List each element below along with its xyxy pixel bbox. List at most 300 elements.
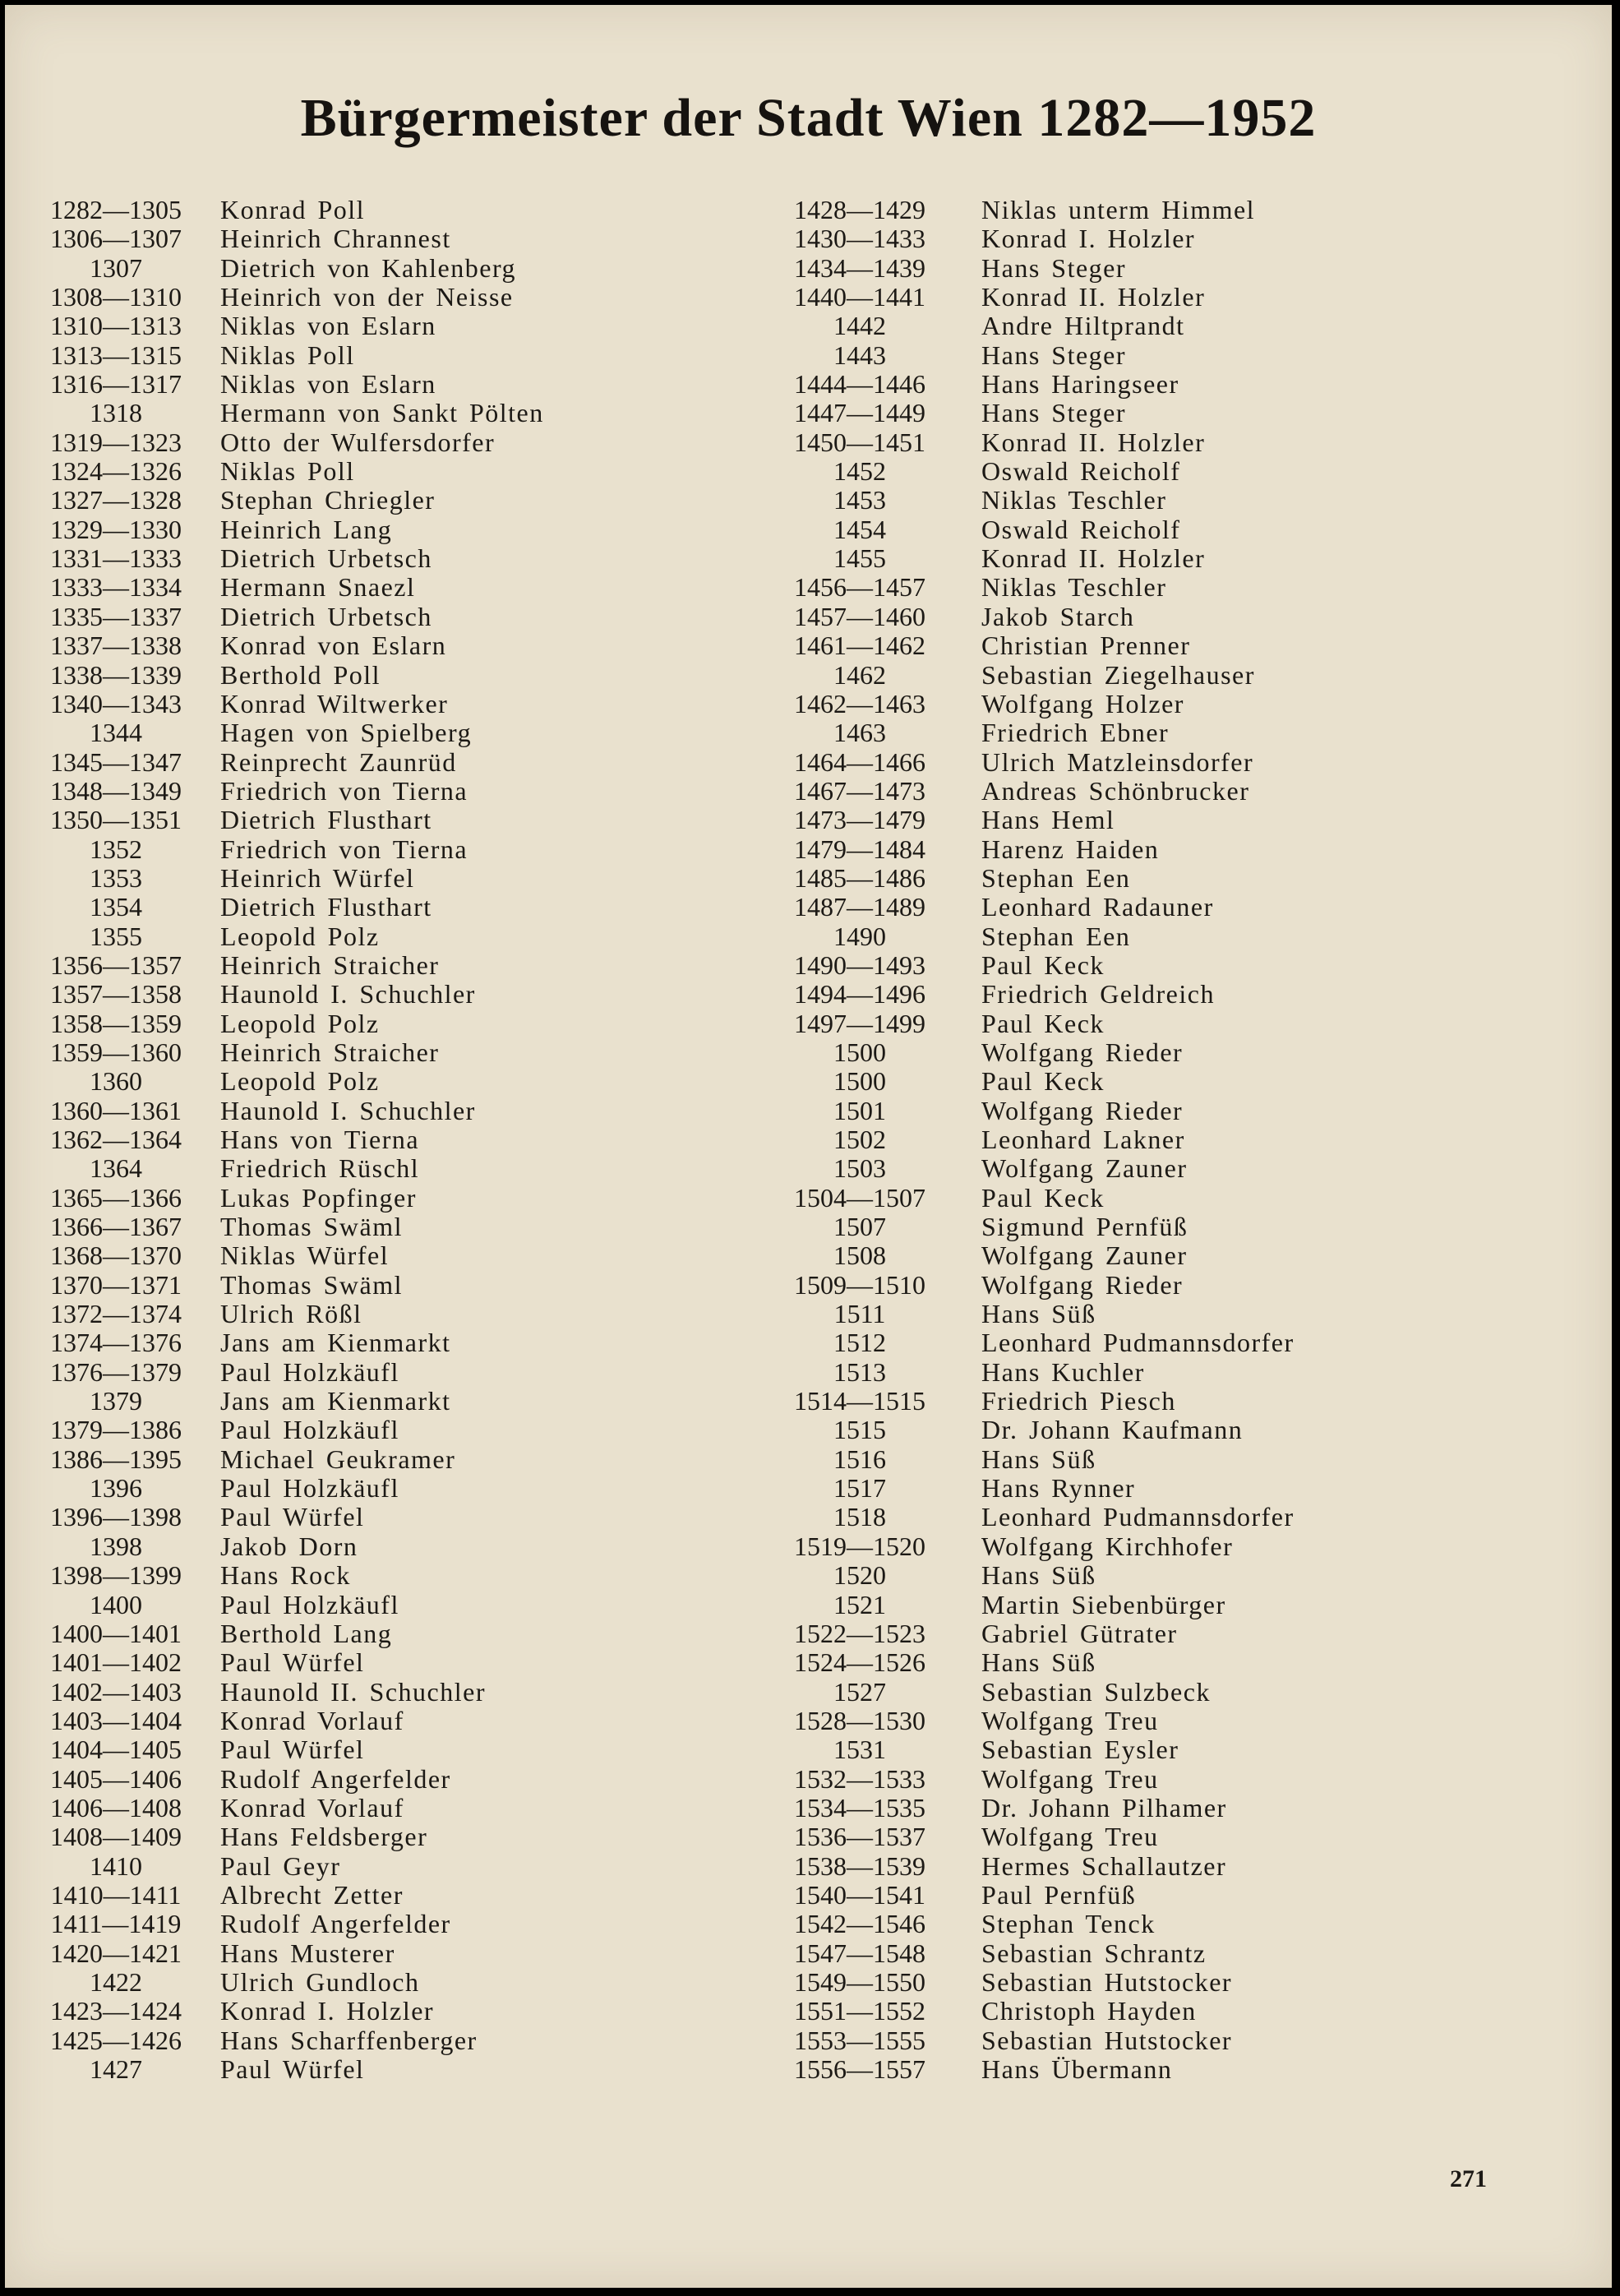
mayor-entry — [38, 893, 761, 922]
term-years: 1428—1429 — [794, 195, 925, 224]
mayor-name: Leopold Polz — [220, 921, 380, 951]
term-years: 1507 — [833, 1212, 886, 1242]
mayor-entry — [769, 922, 1591, 951]
term-years: 1338—1339 — [50, 659, 182, 690]
term-years: 1551—1552 — [794, 1996, 925, 2026]
mayor-entry — [38, 951, 761, 980]
term-years: 1335—1337 — [50, 601, 182, 631]
term-years: 1400 — [90, 1589, 142, 1619]
mayor-entry — [38, 1648, 761, 1677]
term-years: 1549—1550 — [794, 1966, 925, 1997]
mayor-entry — [38, 1474, 761, 1503]
term-years: 1333—1334 — [50, 572, 182, 603]
mayor-name: Ulrich Rößl — [220, 1299, 362, 1329]
term-years: 1556—1557 — [794, 2054, 925, 2084]
term-years: 1408—1409 — [50, 1822, 182, 1852]
mayor-name: Leonhard Pudmannsdorfer — [981, 1502, 1295, 1532]
mayor-name: Leopold Polz — [220, 1008, 380, 1038]
term-years: 1490—1493 — [794, 949, 925, 980]
term-years: 1452 — [833, 456, 886, 487]
mayor-entry — [769, 690, 1591, 718]
mayor-name: Paul Würfel — [220, 2054, 365, 2084]
term-years: 1313—1315 — [50, 340, 182, 370]
term-years: 1462—1463 — [794, 688, 925, 718]
mayor-entry — [38, 457, 761, 486]
mayor-name: Hans Süß — [981, 1299, 1096, 1329]
term-years: 1497—1499 — [794, 1008, 925, 1038]
term-years: 1404—1405 — [50, 1735, 182, 1765]
term-years: 1310—1313 — [50, 311, 182, 341]
term-years: 1366—1367 — [50, 1212, 182, 1242]
mayor-name: Paul Holzkäufl — [220, 1415, 399, 1445]
mayor-name: Paul Würfel — [220, 1647, 365, 1678]
term-years: 1411—1419 — [50, 1909, 182, 1939]
term-years: 1518 — [833, 1502, 886, 1532]
mayor-entry — [769, 1445, 1591, 1474]
mayor-name: Jans am Kienmarkt — [220, 1386, 451, 1416]
mayor-name: Konrad I. Holzler — [981, 224, 1196, 254]
term-years: 1450—1451 — [794, 427, 925, 457]
mayor-entry — [769, 196, 1591, 224]
mayor-name: Paul Holzkäufl — [220, 1473, 399, 1504]
term-years: 1396—1398 — [50, 1502, 182, 1532]
term-years: 1422 — [90, 1966, 142, 1997]
mayor-name: Paul Würfel — [220, 1502, 365, 1532]
mayor-name: Konrad II. Holzler — [981, 282, 1206, 312]
mayor-name: Stephan Een — [981, 862, 1131, 893]
mayor-name: Niklas Poll — [220, 456, 355, 487]
mayor-entry — [769, 224, 1591, 253]
mayor-name: Niklas Würfel — [220, 1240, 390, 1271]
mayor-name: Friedrich von Tierna — [220, 834, 468, 864]
mayor-entry — [769, 428, 1591, 457]
term-years: 1479—1484 — [794, 834, 925, 864]
mayor-entry — [769, 283, 1591, 312]
term-years: 1473—1479 — [794, 805, 925, 835]
mayor-entry — [38, 980, 761, 1009]
mayor-name: Hans Scharffenberger — [220, 2025, 478, 2055]
mayor-entry — [769, 1097, 1591, 1125]
mayor-name: Niklas Teschler — [981, 572, 1167, 603]
mayor-entry — [769, 1416, 1591, 1444]
term-years: 1374—1376 — [50, 1328, 182, 1358]
term-years: 1354 — [90, 892, 142, 922]
term-years: 1327—1328 — [50, 485, 182, 515]
mayor-entry — [38, 1910, 761, 1938]
mayor-entry — [769, 806, 1591, 834]
mayor-entry — [38, 1213, 761, 1241]
term-years: 1461—1462 — [794, 631, 925, 661]
mayor-entry — [769, 1910, 1591, 1938]
term-years: 1528—1530 — [794, 1705, 925, 1735]
mayor-name: Christian Prenner — [981, 631, 1191, 661]
mayor-name: Stephan Tenck — [981, 1909, 1156, 1939]
mayor-name: Heinrich Würfel — [220, 862, 415, 893]
mayor-name: Dietrich Flusthart — [220, 892, 432, 922]
mayor-name: Niklas unterm Himmel — [981, 195, 1256, 224]
mayor-name: Heinrich Straicher — [220, 949, 440, 980]
mayor-name: Wolfgang Rieder — [981, 1037, 1184, 1067]
mayor-entry — [38, 631, 761, 660]
mayor-entry — [38, 1154, 761, 1183]
mayor-name: Heinrich Straicher — [220, 1037, 440, 1067]
mayor-name: Rudolf Angerfelder — [220, 1763, 451, 1794]
mayor-name: Paul Pernfüß — [981, 1879, 1137, 1910]
term-years: 1306—1307 — [50, 224, 182, 254]
mayor-name: Hans Süß — [981, 1560, 1096, 1591]
mayor-entry — [38, 1619, 761, 1648]
mayor-entry — [769, 573, 1591, 602]
mayor-entry — [38, 1735, 761, 1764]
term-years: 1442 — [833, 311, 886, 341]
term-years: 1467—1473 — [794, 775, 925, 806]
mayor-name: Niklas von Eslarn — [220, 311, 436, 341]
mayor-name: Heinrich Chrannest — [220, 224, 451, 254]
mayor-name: Haunold I. Schuchler — [220, 1095, 476, 1125]
mayor-name: Friedrich Piesch — [981, 1386, 1176, 1416]
term-years: 1513 — [833, 1356, 886, 1387]
mayor-name: Paul Geyr — [220, 1850, 341, 1881]
mayor-name: Paul Würfel — [220, 1735, 365, 1765]
mayor-entry — [769, 1328, 1591, 1357]
term-years: 1410 — [90, 1850, 142, 1881]
mayor-entry — [38, 1125, 761, 1154]
mayor-name: Lukas Popfinger — [220, 1182, 417, 1213]
mayor-name: Sebastian Schrantz — [981, 1938, 1207, 1968]
mayor-name: Sigmund Pernfüß — [981, 1212, 1188, 1242]
term-years: 1455 — [833, 543, 886, 574]
mayor-entry — [769, 1503, 1591, 1531]
mayor-name: Andreas Schönbrucker — [981, 775, 1250, 806]
mayor-name: Sebastian Sulzbeck — [981, 1676, 1211, 1707]
term-years: 1487—1489 — [794, 892, 925, 922]
mayor-name: Konrad von Eslarn — [220, 631, 447, 661]
mayor-list-left — [38, 196, 761, 2084]
mayor-entry — [769, 1678, 1591, 1707]
mayor-name: Ulrich Gundloch — [220, 1966, 420, 1997]
mayor-entry — [38, 2026, 761, 2055]
term-years: 1420—1421 — [50, 1938, 182, 1968]
term-years: 1434—1439 — [794, 252, 925, 283]
term-years: 1531 — [833, 1735, 886, 1765]
mayor-name: Dietrich von Kahlenberg — [220, 252, 517, 283]
term-years: 1386—1395 — [50, 1444, 182, 1474]
mayor-name: Reinprecht Zaunrüd — [220, 746, 457, 777]
mayor-entry — [769, 1591, 1591, 1619]
mayor-name: Dietrich Urbetsch — [220, 601, 432, 631]
term-years: 1509—1510 — [794, 1269, 925, 1300]
mayor-name: Sebastian Hutstocker — [981, 2025, 1233, 2055]
mayor-name: Thomas Swäml — [220, 1212, 403, 1242]
mayor-name: Hans von Tierna — [220, 1125, 420, 1154]
mayor-name: Leonhard Radauner — [981, 892, 1214, 922]
mayor-entry — [769, 1619, 1591, 1648]
mayor-entry — [38, 1416, 761, 1444]
term-years: 1532—1533 — [794, 1763, 925, 1794]
term-years: 1350—1351 — [50, 805, 182, 835]
mayor-entry — [769, 1474, 1591, 1503]
term-years: 1356—1357 — [50, 949, 182, 980]
term-years: 1340—1343 — [50, 688, 182, 718]
term-years: 1453 — [833, 485, 886, 515]
term-years: 1353 — [90, 862, 142, 893]
mayor-entry — [769, 399, 1591, 427]
term-years: 1368—1370 — [50, 1240, 182, 1271]
term-years: 1456—1457 — [794, 572, 925, 603]
term-years: 1520 — [833, 1560, 886, 1591]
mayor-name: Gabriel Gütrater — [981, 1618, 1178, 1648]
mayor-entry — [38, 1271, 761, 1300]
mayor-entry — [38, 1678, 761, 1707]
mayor-name: Paul Holzkäufl — [220, 1589, 399, 1619]
mayor-entry — [38, 1968, 761, 1997]
mayor-entry — [769, 1067, 1591, 1096]
term-years: 1514—1515 — [794, 1386, 925, 1416]
mayor-list-right — [769, 196, 1591, 2084]
mayor-name: Harenz Haiden — [981, 834, 1160, 864]
term-years: 1406—1408 — [50, 1792, 182, 1822]
mayor-name: Paul Keck — [981, 1008, 1105, 1038]
mayor-entry — [38, 806, 761, 834]
term-years: 1508 — [833, 1240, 886, 1271]
mayor-entry — [38, 1765, 761, 1794]
term-years: 1364 — [90, 1153, 142, 1184]
mayor-entry — [769, 1387, 1591, 1416]
mayor-entry — [38, 399, 761, 427]
term-years: 1398 — [90, 1531, 142, 1561]
term-years: 1454 — [833, 514, 886, 544]
mayor-name: Berthold Lang — [220, 1618, 393, 1648]
mayor-name: Hans Süß — [981, 1647, 1096, 1678]
mayor-entry — [769, 1997, 1591, 2026]
mayor-entry — [38, 341, 761, 370]
term-years: 1324—1326 — [50, 456, 182, 487]
term-years: 1512 — [833, 1328, 886, 1358]
term-years: 1365—1366 — [50, 1182, 182, 1213]
term-years: 1345—1347 — [50, 746, 182, 777]
mayor-entry — [769, 2055, 1591, 2084]
mayor-name: Ulrich Matzleinsdorfer — [981, 746, 1254, 777]
mayor-entry — [38, 515, 761, 544]
mayor-entry — [38, 1038, 761, 1067]
mayor-name: Heinrich von der Neisse — [220, 282, 514, 312]
term-years: 1316—1317 — [50, 369, 182, 400]
term-years: 1440—1441 — [794, 282, 925, 312]
mayor-name: Friedrich Rüschl — [220, 1153, 420, 1184]
mayor-entry — [769, 1735, 1591, 1764]
term-years: 1402—1403 — [50, 1676, 182, 1707]
term-years: 1360 — [90, 1066, 142, 1097]
mayor-entry — [769, 718, 1591, 747]
term-years: 1485—1486 — [794, 862, 925, 893]
mayor-entry — [769, 951, 1591, 980]
mayor-name: Martin Siebenbürger — [981, 1589, 1226, 1619]
term-years: 1337—1338 — [50, 631, 182, 661]
term-years: 1318 — [90, 398, 142, 428]
mayor-name: Hans Rynner — [981, 1473, 1136, 1504]
term-years: 1516 — [833, 1444, 886, 1474]
mayor-name: Hans Übermann — [981, 2054, 1173, 2084]
term-years: 1400—1401 — [50, 1618, 182, 1648]
mayor-name: Jakob Dorn — [220, 1531, 358, 1561]
mayor-name: Wolfgang Kirchhofer — [981, 1531, 1234, 1561]
mayor-entry — [38, 196, 761, 224]
mayor-entry — [769, 1213, 1591, 1241]
mayor-name: Sebastian Hutstocker — [981, 1966, 1233, 1997]
mayor-entry — [38, 1097, 761, 1125]
mayor-name: Niklas von Eslarn — [220, 369, 436, 400]
mayor-name: Hans Süß — [981, 1444, 1096, 1474]
mayor-entry — [38, 748, 761, 777]
mayor-name: Dr. Johann Pilhamer — [981, 1792, 1227, 1822]
mayor-name: Hans Steger — [981, 340, 1127, 370]
page-number: 271 — [1450, 2165, 1487, 2192]
term-years: 1362—1364 — [50, 1125, 182, 1154]
mayor-name: Sebastian Eysler — [981, 1735, 1179, 1765]
mayor-name: Haunold I. Schuchler — [220, 979, 476, 1009]
term-years: 1376—1379 — [50, 1356, 182, 1387]
mayor-entry — [769, 893, 1591, 922]
mayor-entry — [769, 661, 1591, 690]
mayor-entry — [769, 312, 1591, 340]
term-years: 1410—1411 — [50, 1879, 182, 1910]
mayor-entry — [769, 1881, 1591, 1910]
term-years: 1425—1426 — [50, 2025, 182, 2055]
term-years: 1457—1460 — [794, 601, 925, 631]
mayor-entry — [38, 1939, 761, 1968]
mayor-name: Stephan Een — [981, 921, 1131, 951]
mayor-entry — [38, 1358, 761, 1387]
term-years: 1522—1523 — [794, 1618, 925, 1648]
mayor-name: Konrad Vorlauf — [220, 1705, 404, 1735]
mayor-name: Wolfgang Zauner — [981, 1240, 1188, 1271]
mayor-name: Dr. Johann Kaufmann — [981, 1415, 1244, 1445]
mayor-name: Niklas Teschler — [981, 485, 1167, 515]
term-years: 1490 — [833, 921, 886, 951]
term-years: 1359—1360 — [50, 1037, 182, 1067]
term-years: 1357—1358 — [50, 979, 182, 1009]
mayor-entry — [769, 1707, 1591, 1735]
mayor-name: Friedrich Ebner — [981, 718, 1170, 748]
mayor-name: Albrecht Zetter — [220, 1879, 404, 1910]
mayor-entry — [769, 1038, 1591, 1067]
mayor-name: Friedrich Geldreich — [981, 979, 1215, 1009]
term-years: 1462 — [833, 659, 886, 690]
term-years: 1360—1361 — [50, 1095, 182, 1125]
mayor-entry — [38, 1591, 761, 1619]
mayor-entry — [38, 1997, 761, 2026]
mayor-name: Konrad I. Holzler — [220, 1996, 435, 2026]
mayor-entry — [38, 1822, 761, 1851]
mayor-entry — [769, 1822, 1591, 1851]
mayor-entry — [769, 1648, 1591, 1677]
mayor-entry — [769, 1852, 1591, 1881]
term-years: 1358—1359 — [50, 1008, 182, 1038]
mayor-entry — [769, 1939, 1591, 1968]
mayor-entry — [38, 428, 761, 457]
term-years: 1519—1520 — [794, 1531, 925, 1561]
term-years: 1423—1424 — [50, 1996, 182, 2026]
mayor-entry — [38, 2055, 761, 2084]
mayor-name: Wolfgang Rieder — [981, 1095, 1184, 1125]
mayor-entry — [38, 864, 761, 893]
term-years: 1524—1526 — [794, 1647, 925, 1678]
mayor-entry — [38, 835, 761, 864]
term-years: 1527 — [833, 1676, 886, 1707]
mayor-name: Paul Keck — [981, 1066, 1105, 1097]
mayor-entry — [38, 1300, 761, 1328]
mayor-name: Leonhard Lakner — [981, 1125, 1185, 1154]
mayor-entry — [769, 341, 1591, 370]
term-years: 1403—1404 — [50, 1705, 182, 1735]
mayor-name: Rudolf Angerfelder — [220, 1909, 451, 1939]
term-years: 1501 — [833, 1095, 886, 1125]
mayor-name: Konrad II. Holzler — [981, 427, 1206, 457]
mayor-entry — [38, 1067, 761, 1096]
term-years: 1348—1349 — [50, 775, 182, 806]
mayor-entry — [769, 1532, 1591, 1561]
mayor-entry — [38, 922, 761, 951]
mayor-name: Hans Feldsberger — [220, 1822, 428, 1852]
mayor-entry — [38, 603, 761, 631]
term-years: 1444—1446 — [794, 369, 925, 400]
term-years: 1463 — [833, 718, 886, 748]
mayor-entry — [769, 631, 1591, 660]
mayor-entry — [769, 603, 1591, 631]
term-years: 1494—1496 — [794, 979, 925, 1009]
mayor-name: Niklas Poll — [220, 340, 355, 370]
mayor-entry — [38, 718, 761, 747]
mayor-entry — [769, 1154, 1591, 1183]
mayor-name: Hermann Snaezl — [220, 572, 416, 603]
term-years: 1398—1399 — [50, 1560, 182, 1591]
term-years: 1379—1386 — [50, 1415, 182, 1445]
mayor-entry — [769, 370, 1591, 399]
mayor-entry — [769, 980, 1591, 1009]
document-page — [5, 5, 1612, 2288]
term-years: 1344 — [90, 718, 142, 748]
mayor-entry — [769, 1358, 1591, 1387]
term-years: 1308—1310 — [50, 282, 182, 312]
mayor-entry — [38, 1387, 761, 1416]
mayor-entry — [38, 1184, 761, 1213]
mayor-entry — [38, 283, 761, 312]
mayor-name: Wolfgang Zauner — [981, 1153, 1188, 1184]
mayor-name: Stephan Chriegler — [220, 485, 436, 515]
term-years: 1500 — [833, 1037, 886, 1067]
mayor-name: Hermes Schallautzer — [981, 1850, 1227, 1881]
mayor-entry — [769, 1009, 1591, 1038]
mayor-name: Wolfgang Rieder — [981, 1269, 1184, 1300]
term-years: 1503 — [833, 1153, 886, 1184]
mayor-entry — [38, 544, 761, 573]
mayor-entry — [38, 486, 761, 515]
mayor-entry — [38, 661, 761, 690]
mayor-entry — [769, 1765, 1591, 1794]
term-years: 1515 — [833, 1415, 886, 1445]
mayor-entry — [38, 1532, 761, 1561]
mayor-entry — [38, 1328, 761, 1357]
term-years: 1500 — [833, 1066, 886, 1097]
mayor-entry — [769, 254, 1591, 283]
page-title: Bürgermeister der Stadt Wien 1282—1952 — [300, 88, 1317, 148]
mayor-name: Dietrich Flusthart — [220, 805, 432, 835]
term-years: 1319—1323 — [50, 427, 182, 457]
mayor-name: Paul Holzkäufl — [220, 1356, 399, 1387]
mayor-entry — [769, 1241, 1591, 1270]
mayor-entry — [769, 864, 1591, 893]
mayor-name: Sebastian Ziegelhauser — [981, 659, 1255, 690]
